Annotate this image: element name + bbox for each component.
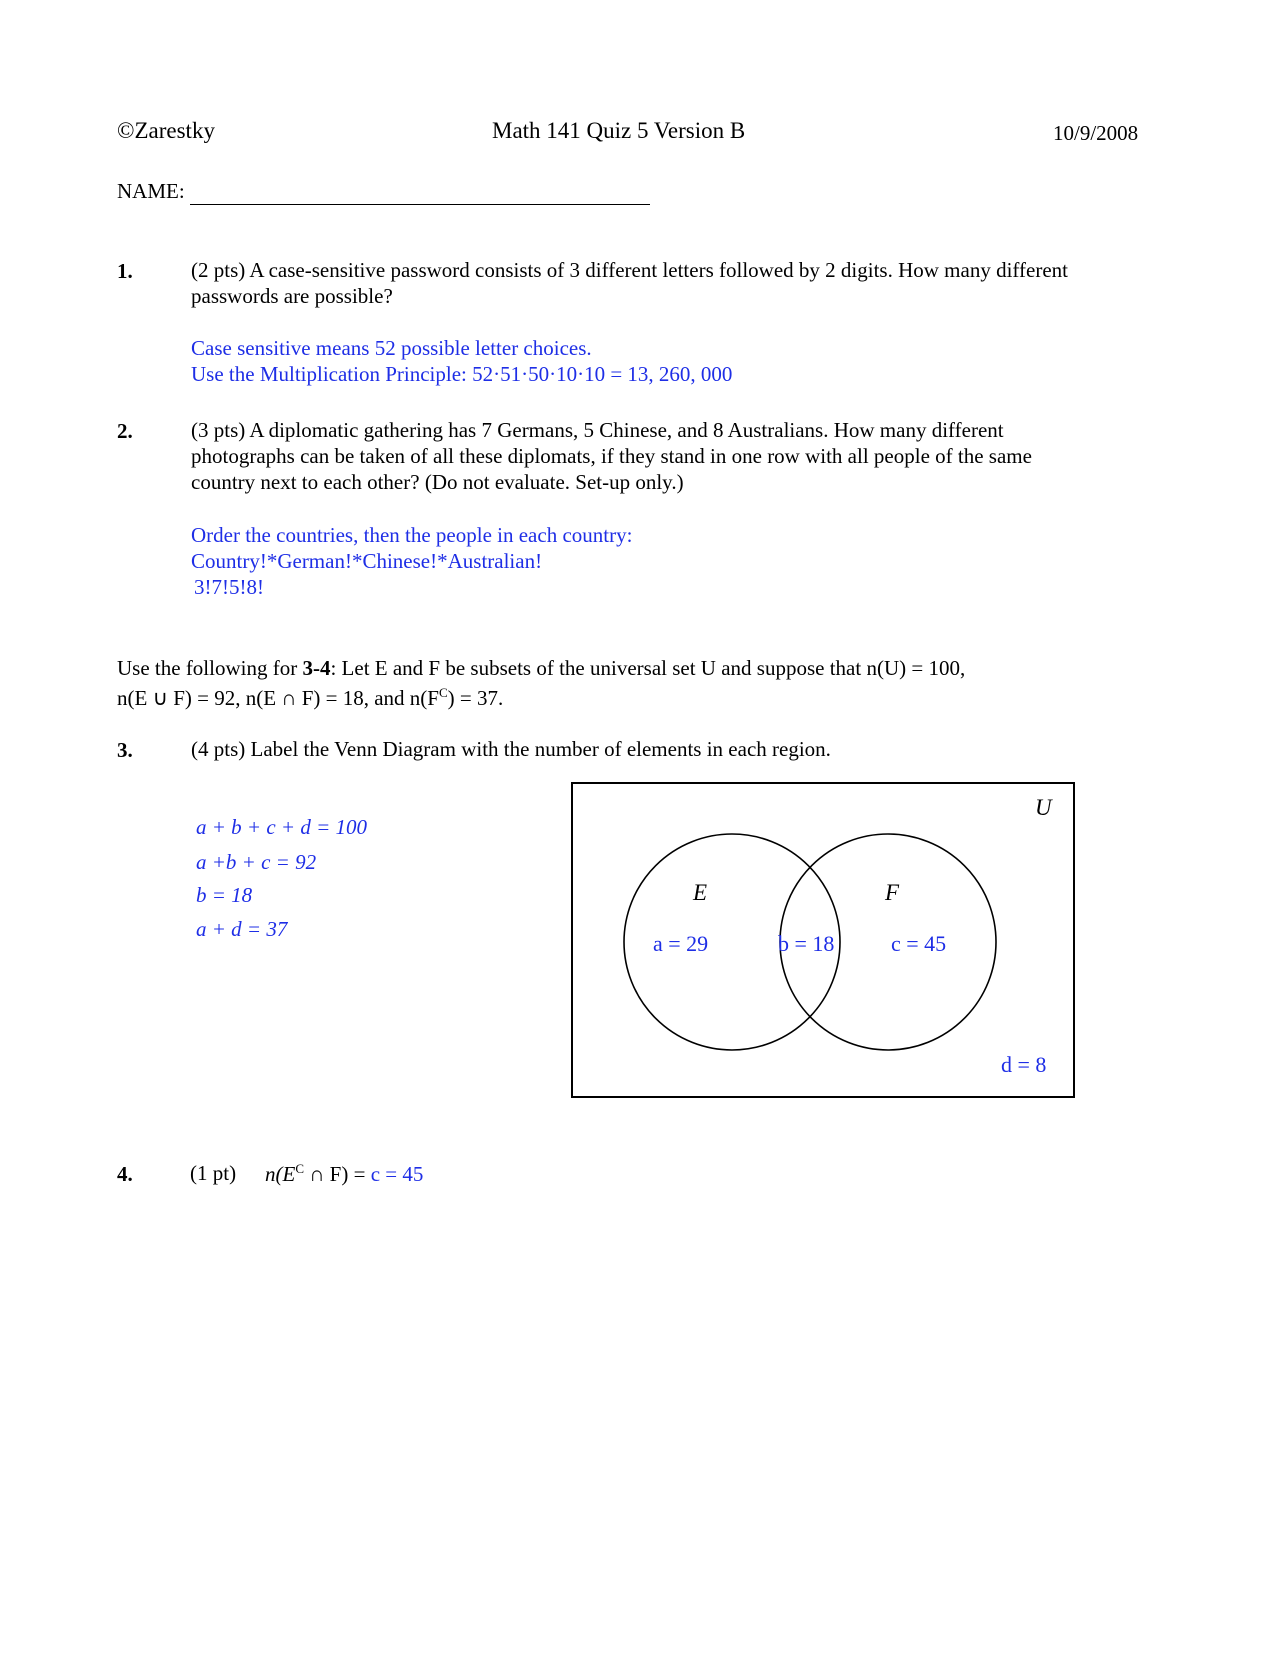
q4-number: 4. bbox=[117, 1162, 133, 1186]
q2-answer-line3: 3!7!5!8! bbox=[194, 575, 264, 599]
given-line2-sup: C bbox=[438, 685, 448, 700]
author: ©Zarestky bbox=[117, 118, 215, 143]
region-d-value: d = 8 bbox=[1001, 1052, 1047, 1077]
given-rest: : Let E and F be subsets of the universal set U and suppose that n(U) = 100, bbox=[330, 656, 966, 680]
q1-prompt-line2: passwords are possible? bbox=[191, 284, 393, 308]
q4-expr-sup: C bbox=[295, 1161, 304, 1176]
q3-number: 3. bbox=[117, 738, 133, 762]
set-f-label: F bbox=[885, 880, 900, 905]
q3-equation-2: a +b + c = 92 bbox=[196, 850, 317, 874]
given-line1 bbox=[117, 656, 965, 681]
name-field-line[interactable] bbox=[190, 203, 650, 205]
given-prefix: Use the following for bbox=[117, 656, 303, 680]
q2-prompt-line2: photographs can be taken of all these diplomats, if they stand in one row with all people of the same bbox=[191, 444, 1032, 468]
q3-equation-1: a + b + c + d = 100 bbox=[196, 815, 368, 839]
q2-prompt-line3: country next to each other? (Do not evaluate. Set-up only.) bbox=[191, 470, 684, 494]
given-range: 3-4 bbox=[302, 656, 331, 680]
q2-prompt-line1: (3 pts) A diplomatic gathering has 7 Germans, 5 Chinese, and 8 Australians. How many different bbox=[191, 418, 1004, 442]
region-a-value: a = 29 bbox=[653, 931, 709, 956]
q3-equation-3: b = 18 bbox=[196, 883, 253, 907]
q2-answer-line2: Country!*German!*Chinese!*Australian! bbox=[191, 549, 543, 573]
page-title: Math 141 Quiz 5 Version B bbox=[492, 118, 746, 143]
q1-answer-line2: Use the Multiplication Principle: 52·51·50·10·10 = 13, 260, 000 bbox=[191, 362, 733, 386]
date: 10/9/2008 bbox=[1053, 121, 1139, 145]
q4-expression bbox=[265, 1161, 423, 1187]
set-e-label: E bbox=[693, 880, 708, 905]
given-line2-end: ) = 37. bbox=[447, 686, 504, 710]
q3-prompt: (4 pts) Label the Venn Diagram with the number of elements in each region. bbox=[191, 737, 831, 761]
q4-points: (1 pt) bbox=[190, 1161, 237, 1185]
given-line2 bbox=[117, 685, 503, 711]
given-line2-text: n(E ∪ F) = 92, n(E ∩ F) = 18, and n(F bbox=[117, 686, 439, 710]
q4-expr-end: ∩ F) = bbox=[304, 1162, 371, 1186]
region-c-value: c = 45 bbox=[891, 931, 947, 956]
q1-prompt-line1: (2 pts) A case-sensitive password consists of 3 different letters followed by 2 digits. How many different bbox=[191, 258, 1068, 282]
q4-expr-start: n(E bbox=[265, 1162, 296, 1186]
q1-number: 1. bbox=[117, 259, 133, 283]
q3-equation-4: a + d = 37 bbox=[196, 917, 288, 941]
q4-answer: c = 45 bbox=[370, 1162, 424, 1186]
name-label: NAME: bbox=[117, 179, 185, 203]
q2-number: 2. bbox=[117, 419, 133, 443]
q1-answer-line1: Case sensitive means 52 possible letter choices. bbox=[191, 336, 592, 360]
venn-diagram bbox=[560, 775, 1080, 1105]
region-b-value: b = 18 bbox=[778, 931, 835, 956]
q2-answer-line1: Order the countries, then the people in each country: bbox=[191, 523, 633, 547]
universe-label: U bbox=[1035, 795, 1052, 820]
